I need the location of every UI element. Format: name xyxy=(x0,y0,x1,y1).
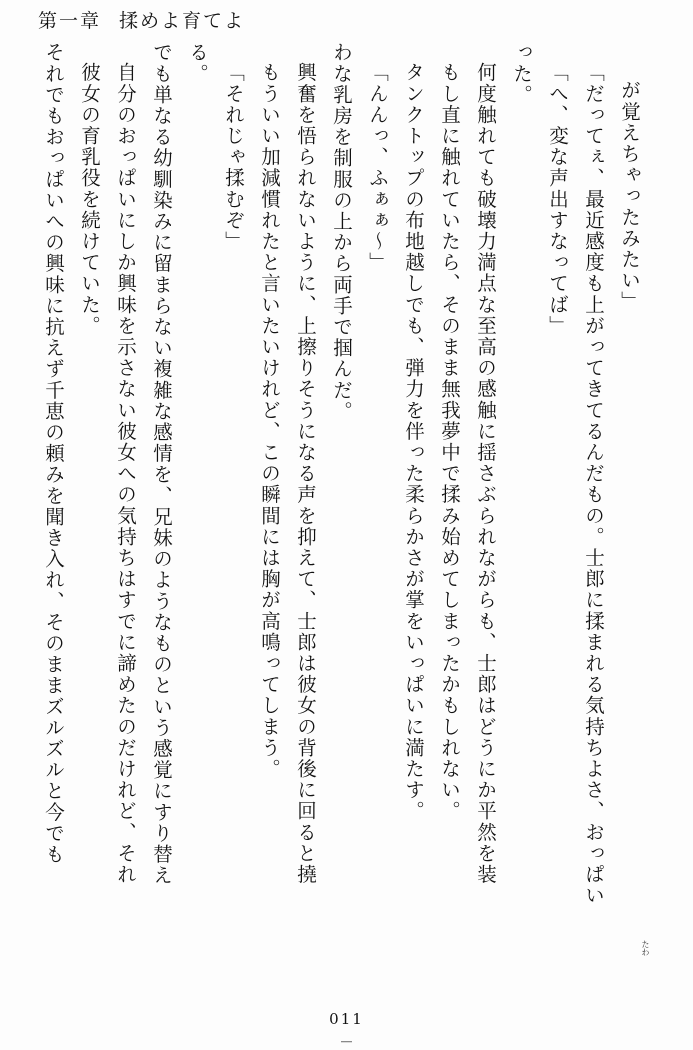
text-column: 彼女の育乳役を続けていた。 xyxy=(78,62,101,337)
chapter-number: 第一章 xyxy=(38,10,102,32)
text-column: 「それじゃ揉むぞ」 xyxy=(222,62,245,252)
text-column: タンクトップの布地越しでも、弾力を伴った柔らかさが掌をいっぱいに満たす。 xyxy=(402,62,425,822)
ruby-annotation: たわ xyxy=(641,940,650,956)
text-column: る。 xyxy=(186,42,209,85)
text-column: 「へ、変な声出すなってば」 xyxy=(546,62,569,337)
page-body xyxy=(30,42,669,1002)
text-column: 自分のおっぱいにしか興味を示さない彼女への気持ちはすでに諦めたのだけれど、それ xyxy=(114,62,137,885)
text-column: 「だってぇ、最近感度も上がってきてるんだもの。士郎に揉まれる気持ちよさ、おっぱい xyxy=(582,62,605,906)
text-column: 興奮を悟られないように、上擦りそうになる声を抑えて、士郎は彼女の背後に回ると撓 xyxy=(294,62,317,885)
text-column: 何度触れても破壊力満点な至高の感触に揺さぶられながらも、士郎はどうにか平然を装 xyxy=(474,62,497,885)
text-column: 「んんっ、ふぁぁ～」 xyxy=(366,62,389,273)
text-column: わな乳房を制服の上から両手で掴んだ。 xyxy=(330,42,353,422)
text-column: もし直に触れていたら、そのまま無我夢中で揉み始めてしまったかもしれない。 xyxy=(438,62,461,822)
chapter-header xyxy=(38,6,245,33)
chapter-title: 揉めよ育てよ xyxy=(119,10,246,32)
text-column: が覚えちゃったみたい」 xyxy=(618,80,641,313)
text-column: それでもおっぱいへの興味に抗えず千恵の頼みを聞き入れ、そのままズルズルと今でも xyxy=(42,42,65,865)
page-number: 011 xyxy=(329,1010,364,1028)
bottom-mark: ― xyxy=(341,1035,352,1048)
text-column: った。 xyxy=(510,42,533,106)
text-column: でも単なる幼馴染みに留まらない複雑な感情を、兄妹のようなものという感覚にすり替え xyxy=(150,42,173,886)
text-column: もういい加減慣れたと言いたいけれど、この瞬間には胸が高鳴ってしまう。 xyxy=(258,62,281,780)
